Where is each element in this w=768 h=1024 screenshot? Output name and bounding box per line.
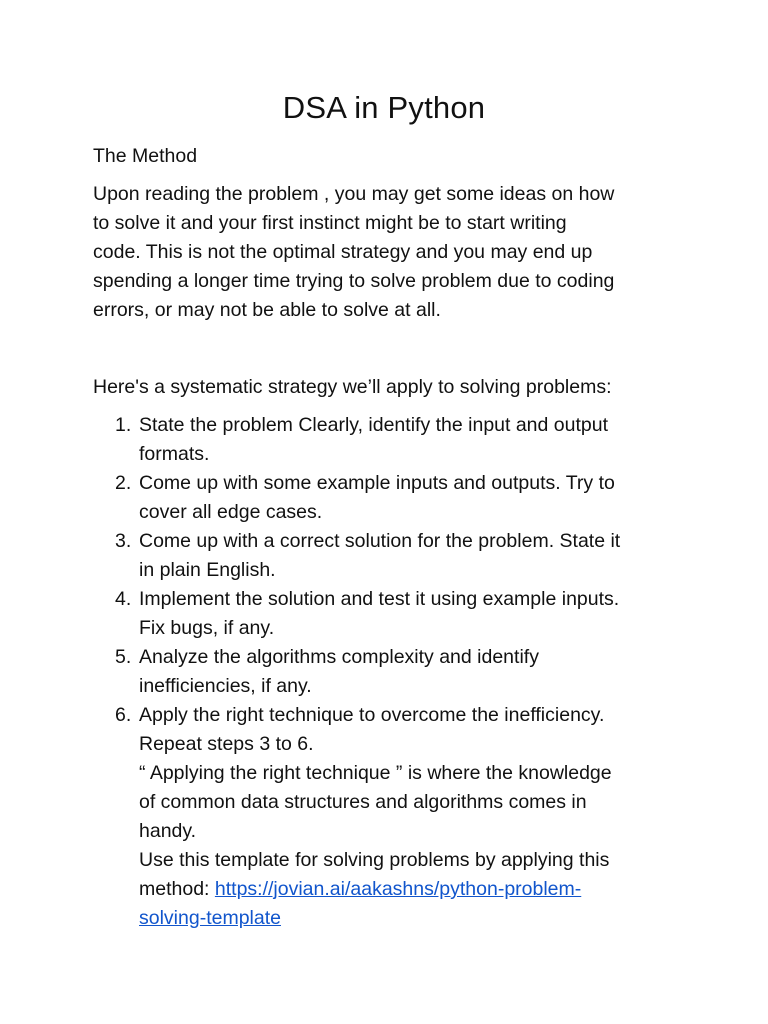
template-link[interactable] (215, 878, 581, 900)
step-text: State the problem Clearly, identify the input and output (139, 414, 609, 436)
strategy-lead: Here's a systematic strategy we’ll apply to solving problems: (93, 376, 612, 398)
step-text: Apply the right technique to overcome the inefficiency. (139, 704, 605, 726)
step-item-1 (93, 411, 693, 469)
step-text: inefficiencies, if any. (139, 675, 312, 697)
intro-line: to solve it and your first instinct might be to start writing (93, 212, 567, 234)
step-number: 1. (115, 414, 132, 436)
step-text: Repeat steps 3 to 6. (139, 733, 314, 755)
intro-line: errors, or may not be able to solve at all. (93, 299, 441, 321)
template-link-text-part-1[interactable]: https://jovian.ai/aakashns/python-problem- (214, 878, 582, 900)
intro-paragraph (93, 180, 693, 325)
step-text: cover all edge cases. (139, 501, 323, 523)
step-number: 6. (115, 704, 132, 726)
step-item-5 (93, 643, 693, 701)
step-number: 2. (115, 472, 132, 494)
template-link-continued[interactable] (139, 907, 281, 929)
step-item-3 (93, 527, 693, 585)
strategy-steps-list (93, 411, 693, 933)
step-text: “ Applying the right technique ” is where the knowledge (139, 762, 612, 784)
step-item-6 (93, 701, 693, 933)
step-text: formats. (139, 443, 210, 465)
intro-line: Upon reading the problem , you may get some ideas on how (93, 183, 615, 205)
intro-line: code. This is not the optimal strategy and you may end up (93, 241, 593, 263)
step-text: of common data structures and algorithms comes in (139, 791, 587, 813)
step-text: handy. (139, 820, 197, 842)
link-prefix: method: (139, 878, 215, 900)
step-text: in plain English. (139, 559, 276, 581)
step-text: Analyze the algorithms complexity and identify (139, 646, 539, 668)
template-link-line (139, 875, 693, 904)
step-text: Implement the solution and test it using example inputs. (139, 588, 620, 610)
template-link-text-part-2[interactable]: solving-template (139, 907, 281, 929)
section-heading: The Method (93, 145, 198, 167)
intro-line: spending a longer time trying to solve problem due to coding (93, 270, 615, 292)
step-number: 5. (115, 646, 132, 668)
step-item-2 (93, 469, 693, 527)
step-text: Fix bugs, if any. (139, 617, 275, 639)
step-text: Come up with some example inputs and outputs. Try to (139, 472, 615, 494)
step-number: 3. (115, 530, 132, 552)
step-text: Use this template for solving problems by applying this (139, 849, 610, 871)
template-link-continuation (139, 904, 693, 933)
step-text: Come up with a correct solution for the problem. State it (139, 530, 621, 552)
document-title: DSA in Python (282, 90, 486, 125)
step-number: 4. (115, 588, 132, 610)
step-item-4 (93, 585, 693, 643)
